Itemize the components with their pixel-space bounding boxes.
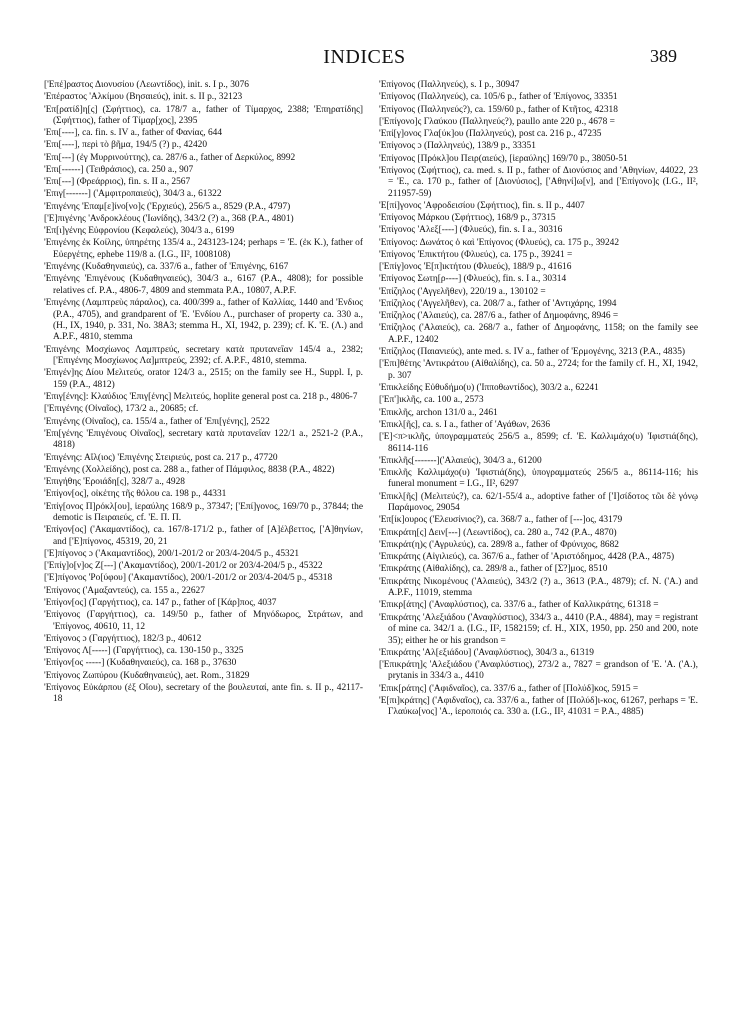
index-entry: ['Επίγ]ο[ν]ος Ζ[---] ('Ακαμαντίδος), 200/1-201/2 or 203/4-204/5 p., 45322 <box>44 561 323 572</box>
index-entry: 'Επίγονος 'Αλεξ[----] (Φλυεύς), fin. s. I a., 30316 <box>379 225 563 236</box>
index-entry: 'Επι[---] (ἐγ Μυρρινούττης), ca. 287/6 a., father of Δερκύλος, 8992 <box>44 152 296 163</box>
index-entry: 'Επιγένης ἐκ Κοίλης, ὑπηρέτης 135/4 a., 243123-124; perhaps = 'Ε. (ἐκ Κ.), father of Εὐεργέτης, ephebe 119/8 a. (I.G., II², 1008108) <box>44 238 363 260</box>
index-entry: 'Επιγένης (Λαμπτρεὺς πάραλος), ca. 400/399 a., father of Καλλίας, 1440 and 'Ενδιος (P.A., 4705), and grandparent of 'Ε. 'Ενδίου Λ., purchaser of property ca. 330 a., (H., IX, 1940, p. 331, No. 38A3; stemma H., XI, 1942, p. 239); cf. K. 'Ε. (Λ.) and A.P.F., 4810, stemma <box>44 298 363 343</box>
index-entry: 'Επικλῆς, archon 131/0 a., 2461 <box>379 407 498 418</box>
index-entry: 'Επίγονος ('Αμαξαντεύς), ca. 155 a., 22627 <box>44 585 205 596</box>
index-entry: 'Επίζηλος (Παιανιεύς), ante med. s. IV a., father of 'Ερμογένης, 3213 (P.A., 4835) <box>379 347 686 358</box>
index-entry: 'Επίγον[ος] (Γαργήττιος), ca. 147 p., father of [Κάρ]πος, 4037 <box>44 597 277 608</box>
index-columns <box>44 80 698 1015</box>
index-entry: 'Επιγ[ένης]: Κλαύδιος 'Επιγ[ένης] Μελιτεύς, hoplite general post ca. 218 p., 4806-7 <box>44 392 358 403</box>
index-entry: 'Επιγένης (Χολλείδης), post ca. 288 a., father of Πάμφιλος, 8838 (P.A., 4822) <box>44 464 335 475</box>
index-entry: 'Επ[ίκ]ουρος ('Ελευσίνιος?), ca. 368/7 a., father of [---]ος, 43179 <box>379 515 623 526</box>
index-entry: 'Επίγον[ος], οἰκέτης τῆς θόλου ca. 198 p., 44331 <box>44 489 227 500</box>
index-entry: 'Επικ[ράτης] ('Αφιδναῖος), ca. 337/6 a., father of [Πολύδ]κος, 5915 = <box>379 683 639 694</box>
index-entry: 'Επι[------] (Τειθράσιος), ca. 250 a., 907 <box>44 164 194 175</box>
index-entry: 'Επίγονος (Παλληνεύς), s. I p., 30947 <box>379 80 520 90</box>
index-entry: ['Ε]πίγονος ɔ ('Ακαμαντίδος), 200/1-201/2 or 203/4-204/5 p., 45321 <box>44 548 300 559</box>
index-entry: 'Επικλείδης Εὐθυδήμο(υ) ('Ιπποθωντίδος), 303/2 a., 62241 <box>379 383 599 394</box>
index-entry: 'Επίγονος (Παλληνεύς), ca. 105/6 p., father of 'Επίγονος, 33351 <box>379 92 618 103</box>
page-header <box>0 46 729 74</box>
index-entry: 'Επικράτης (Αἰγιλιεύς), ca. 367/6 a., father of 'Αριστόδημος, 4428 (P.A., 4875) <box>379 552 675 563</box>
index-entry: 'Επικράτης (Αἰθαλίδης), ca. 289/8 a., father of [Σ?]μος, 8510 <box>379 564 608 575</box>
index-entry: 'Επιγέν]ης Δίου Μελιτεύς, orator 124/3 a., 2515; on the family see H., Suppl. I, p. 159 (P.A., 4812) <box>44 368 363 390</box>
index-entry: ['Ε]πιγένης 'Ανδροκλέους ('Ιωνίδης), 343/2 (?) a., 368 (P.A., 4801) <box>44 213 294 224</box>
index-entry: ['Επέ]ραστος Διονυσίου (Λεωντίδος), init. s. I p., 3076 <box>44 80 249 90</box>
index-entry: 'Επίγονος Εὐκάρπου (ἐξ Οἴου), secretary of the βουλευταί, ante fin. s. II p., 42117-18 <box>44 682 363 705</box>
left-column <box>44 80 363 1015</box>
index-entry: 'Επι[---] (Φρεάρριος), fin. s. II a., 2567 <box>44 177 191 188</box>
index-entry: ['Επικράτη]ς 'Αλεξιάδου ('Αναφλύστιος), 273/2 a., 7827 = grandson of 'Ε. 'Α. ('Α.), prytanis in 334/3 a., 4410 <box>379 660 698 682</box>
index-entry: 'Επίγονος Λ[-----] (Γαργήττιος), ca. 130-150 p., 3325 <box>44 646 244 657</box>
index-entry: 'Επίζηλος ('Αγγελῆθεν), 220/19 a., 130102 = <box>379 286 546 297</box>
index-entry: 'Επίζηλος ('Αλαιεύς), ca. 268/7 a., father of Δημοφάνης, 1158; on the family see A.P.F., 12402 <box>379 323 698 345</box>
index-entry: 'Επικλῆς Καλλιμάχο(υ) 'Ιφιστιά(δης), ὑπογραμματεύς 256/5 a., 86114-116; his funeral monument = I.G., II², 6297 <box>379 468 698 490</box>
index-entry: 'Επιγένης (Οἰναῖος), ca. 155/4 a., father of 'Επι[γένης], 2522 <box>44 416 270 427</box>
right-column <box>379 80 698 1015</box>
index-entry: 'Επικλῆς[-------]('Αλαιεύς), 304/3 a., 61200 <box>379 455 542 466</box>
index-entry: 'Επίγονος: Δωνάτος ὁ καὶ 'Επίγονος (Φλυεύς), ca. 175 p., 39242 <box>379 237 620 248</box>
index-entry: 'Επι[----], ca. fin. s. IV a., father of Φανίας, 644 <box>44 128 223 139</box>
index-entry: 'Επίγονος (Σφήττιος), ca. med. s. II p., father of Διονύσιος and 'Αθηνίων, 44022, 23 = 'Ε., ca. 170 p., father of [Διονύσιος], ['Αθηνί]ω[ν], and ['Επίγονο]ς (I.G., II², 211957-59) <box>379 165 698 199</box>
index-entry: 'Επίγονος [Πρόκλ]ου Πειρ(αιεύς), [ἱεραύλης] 169/70 p., 38050-51 <box>379 153 628 164</box>
running-title: INDICES <box>323 46 406 68</box>
index-entry: 'Επ[ρατίδ]η[ς] (Σφήττιος), ca. 178/7 a., father of Τίμαρχος, 2388; 'Επηρατίδης] (Σφήττιος), father of Τίμαρ[χος], 2395 <box>44 104 363 126</box>
index-entry: 'Επιγένης (Κυδαθηναιεύς), ca. 337/6 a., father of 'Επιγένης, 6167 <box>44 262 289 273</box>
index-entry: 'Επίγονος Μάρκου (Σφήττιος), 168/9 p., 37315 <box>379 213 556 224</box>
index-entry: ['Ε]πίγονος 'Ρο[ύφου] ('Ακαμαντίδος), 200/1-201/2 or 203/4-204/5 p., 45318 <box>44 573 333 584</box>
index-entry: 'Επι[γένης 'Επιγένους Οἰναῖος], secretary κατὰ πρυτανεΐαν 122/1 a., 2521-2 (P.A., 4818) <box>44 428 363 451</box>
index-entry: 'Επικράτης 'Αλ[εξιάδου] ('Αναφλύστιος), 304/3 a., 61319 <box>379 647 594 658</box>
index-entry: 'Επικλ[ῆς], ca. s. I a., father of 'Αγάθων, 2636 <box>379 419 551 430</box>
index-entry: 'Επικράτης 'Αλεξιάδου ('Αναφλύστιος), 334/3 a., 4410 (P.A., 4884), may = registrant of mine ca. 342/1 a. (I.G., II², 1582159; cf. H., XIX, 1950, pp. 250 and 200, note 35); either he or his grandson = <box>379 612 698 646</box>
index-entry: ['Επίγονο]ς Γλαύκου (Παλληνεύς?), paullo ante 220 p., 4678 = <box>379 116 615 127</box>
index-entry: 'Επίγονος ɔ (Παλληνεύς), 138/9 p., 33351 <box>379 141 536 152</box>
index-entry: 'Επίγονος ɔ (Γαργήττιος), 182/3 p., 40612 <box>44 633 202 644</box>
index-entry: 'Επίζηλος ('Αλαιεύς), ca. 287/6 a., father of Δημοφάνης, 8946 = <box>379 311 619 322</box>
index-entry: ['Επίγ]ονος 'Ε[π]ικτήτου (Φλυεύς), 188/9 p., 41616 <box>379 262 572 273</box>
index-entry: 'Επίγονος 'Επικτήτου (Φλυεύς), ca. 175 p., 39241 = <box>379 249 573 260</box>
index-entry: 'Επικράτης Νικομένους ('Αλαιεύς), 343/2 (?) a., 3613 (P.A., 4879); cf. N. ('A.) and A.P.F., 11019, stemma <box>379 576 698 599</box>
index-entry: ['Επι]θέτης 'Αντικράτου (Αἰθαλίδης), ca. 50 a., 2724; for the family cf. H., XI, 1942, p. 307 <box>379 359 698 381</box>
index-entry: 'Επέραστος 'Αλκίμου (Βησαιεύς), init. s. II p., 32123 <box>44 92 243 103</box>
index-entry: 'Επιγένης 'Επιγένους (Κυδαθηναιεύς), 304/3 a., 6167 (P.A., 4808); for possible relatives cf. P.A., 4806-7, 4809 and stemmata P.A., 10807, A.P.F. <box>44 274 363 296</box>
index-entry: 'Επίγον[ος] ('Ακαμαντίδος), ca. 167/8-171/2 p., father of [Α]έλβεττος, ['Α]θηνίων, and ['Ε]πίγονος, 45319, 20, 21 <box>44 525 363 547</box>
index-entry: 'Επίγον[ος -----] (Κυδαθηναιεύς), ca. 168 p., 37630 <box>44 658 237 669</box>
index-entry: 'Ε[πί]γονος 'Αφροδεισίου (Σφήττιος), fin. s. II p., 4407 <box>379 200 585 211</box>
index-entry: 'Επιγένης Μοσχίωνος Λαμπτρεύς, secretary κατὰ πρυτανεΐαν 145/4 a., 2382; ['Επιγένης Μοσχίωνος Λα]μπτρεύς, 2392; cf. A.P.F., 4810, stemma. <box>44 344 363 367</box>
index-entry: ['Επ']ικλῆς, ca. 100 a., 2573 <box>379 395 484 406</box>
index-entry: 'Επίγονος Ζωπύρου (Κυδαθηναιεύς), aet. Rom., 31829 <box>44 670 250 681</box>
index-entry: 'Επιγένης 'Επαμ[ε]ίνο[νο]ς ('Ερχιεύς), 256/5 a., 8529 (P.A., 4797) <box>44 201 291 212</box>
index-entry: 'Επι[----], περὶ τὸ βῆμα, 194/5 (?) p., 42420 <box>44 140 208 151</box>
index-entry: 'Επικράτη[ς] Δειν[---] (Λεωντίδος), ca. 280 a., 742 (P.A., 4870) <box>379 527 617 538</box>
index-entry: ['Ε]<π>ικλῆς, ὑπογραμματεύς 256/5 a., 8599; cf. 'Ε. Καλλιμάχο(υ) 'Ιφιστιά(δης), 86114-116 <box>379 432 698 454</box>
index-entry: 'Επικράτ(η)ς ('Αγρυλεύς), ca. 289/8 a., father of Φρύνιχος, 8682 <box>379 539 619 550</box>
index-entry: ['Επιγένης (Οἰναῖος), 173/2 a., 20685; cf. <box>44 404 199 415</box>
index-entry: 'Επ[ι]γένης Εὐφρονίου (Κεφαλεύς), 304/3 a., 6199 <box>44 226 235 237</box>
index-entry: 'Επίγονος Σωτη[ρ----] (Φλυεύς), fin. s. I a., 30314 <box>379 274 567 285</box>
index-entry: 'Επί[γ]ονος Γλα[ύκ]ου (Παλληνεύς), post ca. 216 p., 47235 <box>379 129 602 139</box>
index-entry: 'Επίγονος (Παλληνεύς?), ca. 159/60 p., father of Κτῆτος, 42318 <box>379 104 618 115</box>
index-entry: 'Επίγ[ονος Π]ρόκλ[ου], ἱεραύλης 168/9 p., 37347; ['Επί]γονος, 169/70 p., 37844; the demotic is Πειραιεύς, cf. 'Ε. Π. Π. <box>44 501 363 524</box>
index-entry: 'Επικλ[ῆς] (Μελιτεύς?), ca. 62/1-55/4 a., adoptive father of ['Ι]σίδοτος τῶι δὲ γόνῳ Παράμονος, 29054 <box>379 491 698 514</box>
index-entry: 'Επικρ[άτης] ('Αναφλύστιος), ca. 337/6 a., father of Καλλικράτης, 61318 = <box>379 600 659 611</box>
page-number: 389 <box>650 46 677 66</box>
index-entry: 'Επίζηλος ('Αγγελῆθεν), ca. 208/7 a., father of 'Αντιχάρης, 1994 <box>379 298 617 309</box>
index-entry: 'Ε[πι]κράτης] ('Αφιδναῖος), ca. 337/6 a., father of [Πολύδ]ι-κος, 61267, perhaps = 'Ε. Γλαύκω[νος] 'Α., ἱεροποιός ca. 330 a. (I.G., II², 41031 = P.A., 4885) <box>379 695 698 718</box>
index-entry: 'Επίγονος (Γαργήττιος), ca. 149/50 p., father of Μηνόδωρος, Στράτων, and 'Επίγονος, 40610, 11, 12 <box>44 610 363 632</box>
index-entry: 'Επιγ[-------] ('Αμφιτροπαιεύς), 304/3 a., 61322 <box>44 189 222 200</box>
index-entry: 'Επιγένης: Αἴλ(ιος) 'Επιγένης Στειριεύς, post ca. 217 p., 47720 <box>44 452 278 463</box>
index-entry: 'Επιγήθης 'Εροιάδη[ς], 328/7 a., 4928 <box>44 477 185 488</box>
